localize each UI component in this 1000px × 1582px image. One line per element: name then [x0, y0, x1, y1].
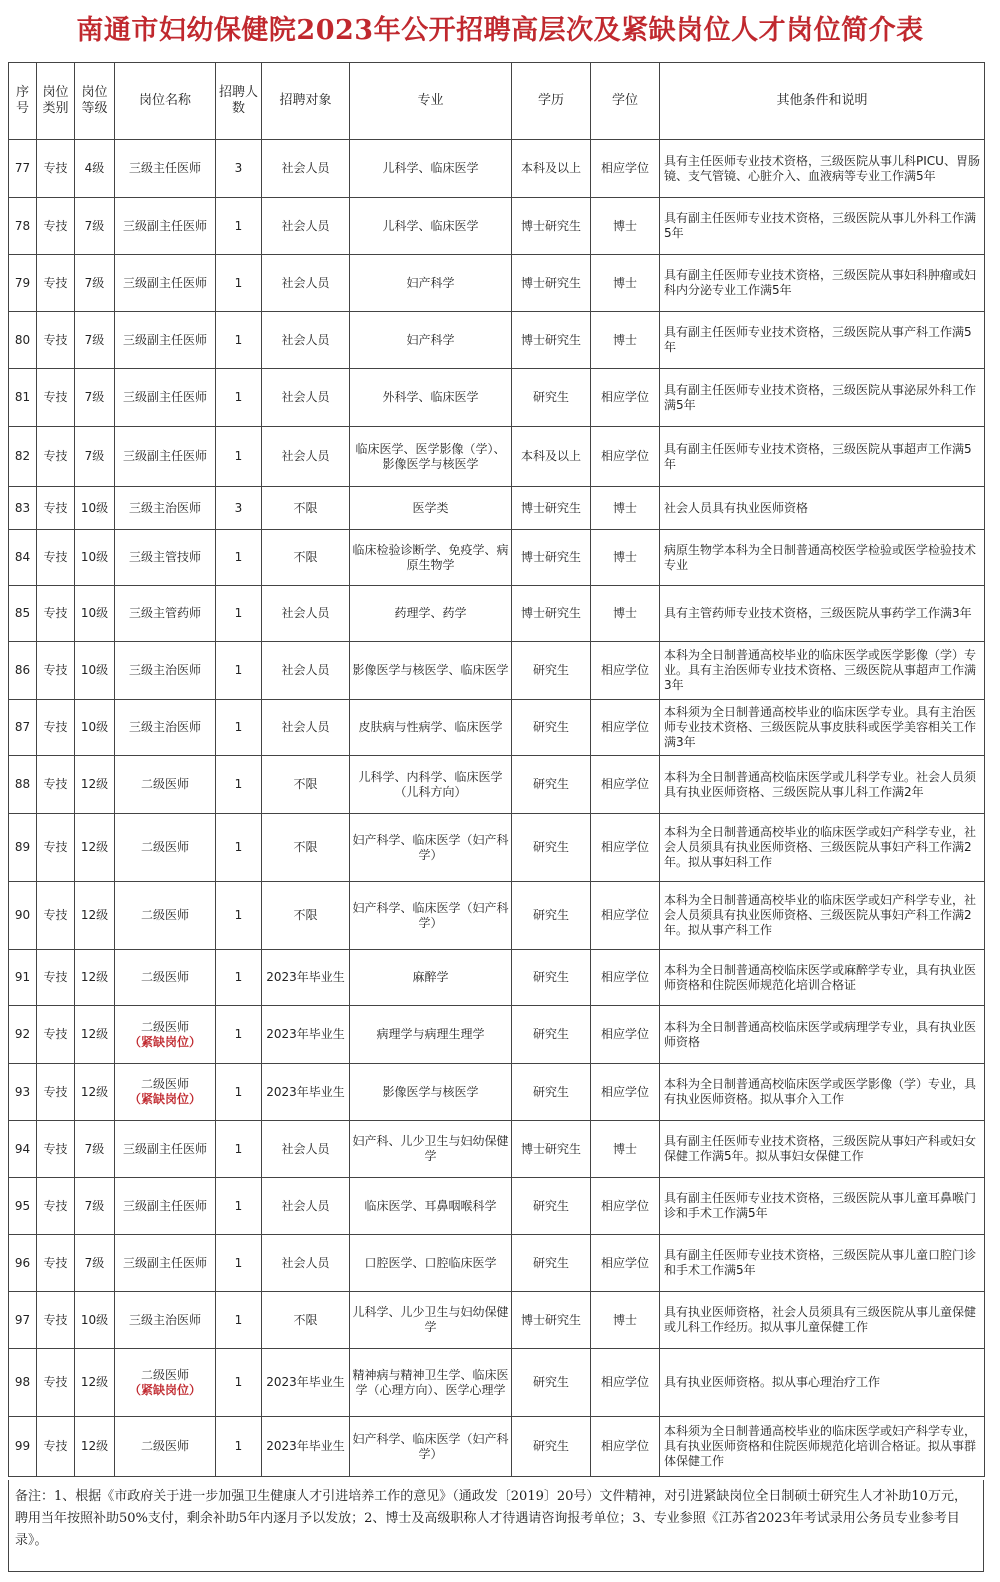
table-row [9, 369, 985, 427]
cell-degree: 相应学位 [591, 369, 660, 427]
cell-count: 1 [216, 882, 262, 950]
cell-no: 88 [9, 756, 37, 814]
table-row [9, 756, 985, 814]
cell-target: 2023年毕业生 [262, 1006, 350, 1064]
position-name: 三级副主任医师 [122, 1198, 207, 1213]
cell-level: 7级 [75, 312, 115, 369]
cell-major: 儿科学、内科学、临床医学（儿科方向） [350, 756, 512, 814]
table-row [9, 255, 985, 312]
cell-count: 1 [216, 1349, 262, 1417]
cell-degree: 博士 [591, 255, 660, 312]
cell-name [115, 530, 216, 586]
position-name: 二级医师 [140, 1367, 189, 1382]
cell-no: 94 [9, 1121, 37, 1178]
table-row [9, 198, 985, 255]
cell-count: 1 [216, 312, 262, 369]
cell-note: 具有副主任医师专业技术资格，三级医院从事儿童口腔门诊和手术工作满5年 [660, 1235, 985, 1292]
table-header-row [9, 63, 985, 140]
remarks: 备注：1、根据《市政府关于进一步加强卫生健康人才引进培养工作的意见》（通政发〔2019〕20号）文件精神，对引进紧缺岗位全日制硕士研究生人才补助10万元，聘用当年按照补助50%支付，剩余补助5年内逐月予以发放；2、博士及高级职称人才待遇请咨询报考单位；3、专业参照《江苏省2023年考试录用公务员专业参考目录》。 [8, 1480, 984, 1572]
cell-major: 药理学、药学 [350, 586, 512, 642]
cell-target: 2023年毕业生 [262, 1417, 350, 1477]
urgent-badge: （紧缺岗位） [128, 1382, 201, 1397]
cell-name [115, 950, 216, 1006]
cell-edu: 研究生 [512, 369, 591, 427]
cell-type: 专技 [37, 1121, 75, 1178]
cell-note: 本科为全日制普通高校毕业的临床医学或妇产科学专业，社会人员须具有执业医师资格、三级医院从事妇产科工作满2年。拟从事产科工作 [660, 882, 985, 950]
cell-edu: 博士研究生 [512, 1292, 591, 1349]
cell-level: 12级 [75, 882, 115, 950]
cell-edu: 博士研究生 [512, 312, 591, 369]
cell-target: 社会人员 [262, 427, 350, 487]
cell-name [115, 1235, 216, 1292]
cell-degree: 相应学位 [591, 1064, 660, 1121]
cell-note: 具有副主任医师专业技术资格，三级医院从事妇科肿瘤或妇科内分泌专业工作满5年 [660, 255, 985, 312]
cell-edu: 本科及以上 [512, 140, 591, 198]
cell-no: 82 [9, 427, 37, 487]
table-body [9, 140, 985, 1477]
position-name: 三级副主任医师 [122, 218, 207, 233]
cell-target: 不限 [262, 530, 350, 586]
cell-name [115, 586, 216, 642]
cell-note: 本科为全日制普通高校毕业的临床医学或医学影像（学）专业。具有主治医师专业技术资格、三级医院从事超声工作满3年 [660, 642, 985, 700]
cell-name [115, 882, 216, 950]
position-name: 三级副主任医师 [122, 1141, 207, 1156]
cell-edu: 博士研究生 [512, 586, 591, 642]
cell-no: 98 [9, 1349, 37, 1417]
table-row [9, 950, 985, 1006]
urgent-badge: （紧缺岗位） [128, 1034, 201, 1049]
position-name: 三级副主任医师 [122, 275, 207, 290]
cell-major: 妇产科学、临床医学（妇产科学） [350, 882, 512, 950]
cell-edu: 研究生 [512, 642, 591, 700]
cell-level: 4级 [75, 140, 115, 198]
cell-major: 口腔医学、口腔临床医学 [350, 1235, 512, 1292]
cell-count: 1 [216, 530, 262, 586]
cell-no: 99 [9, 1417, 37, 1477]
table-row [9, 1349, 985, 1417]
cell-level: 12级 [75, 1349, 115, 1417]
cell-level: 7级 [75, 1235, 115, 1292]
cell-major: 临床医学、耳鼻咽喉科学 [350, 1178, 512, 1235]
position-name: 二级医师 [140, 1077, 189, 1091]
cell-type: 专技 [37, 1235, 75, 1292]
cell-no: 80 [9, 312, 37, 369]
cell-name [115, 427, 216, 487]
cell-type: 专技 [37, 312, 75, 369]
cell-degree: 相应学位 [591, 427, 660, 487]
cell-note: 具有主管药师专业技术资格，三级医院从事药学工作满3年 [660, 586, 985, 642]
cell-type: 专技 [37, 586, 75, 642]
position-name: 二级医师 [140, 777, 189, 791]
position-name: 三级主治医师 [128, 663, 201, 677]
table-row [9, 882, 985, 950]
table-row [9, 1006, 985, 1064]
cell-type: 专技 [37, 882, 75, 950]
cell-no: 89 [9, 814, 37, 882]
cell-edu: 博士研究生 [512, 487, 591, 530]
cell-edu: 研究生 [512, 950, 591, 1006]
cell-no: 90 [9, 882, 37, 950]
cell-degree: 相应学位 [591, 140, 660, 198]
cell-no: 81 [9, 369, 37, 427]
cell-note: 本科为全日制普通高校毕业的临床医学或妇产科学专业，社会人员须具有执业医师资格、三级医院从事妇产科工作满2年。拟从事妇科工作 [660, 814, 985, 882]
cell-no: 97 [9, 1292, 37, 1349]
cell-name [115, 487, 216, 530]
cell-degree: 相应学位 [591, 642, 660, 700]
cell-level: 7级 [75, 1178, 115, 1235]
cell-count: 1 [216, 427, 262, 487]
cell-edu: 研究生 [512, 1178, 591, 1235]
cell-no: 84 [9, 530, 37, 586]
cell-major: 妇产科学 [350, 255, 512, 312]
cell-degree: 相应学位 [591, 1349, 660, 1417]
cell-count: 1 [216, 1235, 262, 1292]
col-header-edu: 学历 [512, 63, 591, 140]
cell-no: 91 [9, 950, 37, 1006]
table-row [9, 1292, 985, 1349]
position-name: 三级主任医师 [128, 161, 201, 175]
cell-name [115, 369, 216, 427]
cell-type: 专技 [37, 369, 75, 427]
cell-target: 不限 [262, 487, 350, 530]
cell-no: 93 [9, 1064, 37, 1121]
cell-edu: 博士研究生 [512, 255, 591, 312]
cell-note: 本科为全日制普通高校临床医学或病理学专业，具有执业医师资格 [660, 1006, 985, 1064]
cell-level: 10级 [75, 586, 115, 642]
cell-type: 专技 [37, 255, 75, 312]
cell-count: 3 [216, 487, 262, 530]
cell-major: 病理学与病理生理学 [350, 1006, 512, 1064]
cell-degree: 相应学位 [591, 700, 660, 756]
cell-note: 具有副主任医师专业技术资格，三级医院从事超声工作满5年 [660, 427, 985, 487]
cell-count: 1 [216, 586, 262, 642]
cell-note: 本科须为全日制普通高校毕业的临床医学或妇产科学专业，具有执业医师资格和住院医师规范化培训合格证。拟从事群体保健工作 [660, 1417, 985, 1477]
cell-name [115, 700, 216, 756]
cell-level: 7级 [75, 369, 115, 427]
cell-degree: 相应学位 [591, 1178, 660, 1235]
cell-edu: 研究生 [512, 1417, 591, 1477]
cell-type: 专技 [37, 950, 75, 1006]
cell-type: 专技 [37, 1292, 75, 1349]
cell-count: 1 [216, 1178, 262, 1235]
urgent-badge: （紧缺岗位） [128, 1092, 201, 1106]
cell-note: 具有副主任医师专业技术资格，三级医院从事产科工作满5年 [660, 312, 985, 369]
cell-note: 具有副主任医师专业技术资格，三级医院从事儿外科工作满5年 [660, 198, 985, 255]
cell-count: 1 [216, 814, 262, 882]
cell-edu: 研究生 [512, 1006, 591, 1064]
cell-count: 1 [216, 369, 262, 427]
cell-type: 专技 [37, 198, 75, 255]
cell-no: 92 [9, 1006, 37, 1064]
cell-type: 专技 [37, 530, 75, 586]
cell-note: 本科须为全日制普通高校毕业的临床医学专业。具有主治医师专业技术资格、三级医院从事皮肤科或医学美容相关工作满3年 [660, 700, 985, 756]
cell-name [115, 140, 216, 198]
table-row [9, 814, 985, 882]
position-name: 二级医师 [140, 970, 189, 984]
cell-level: 7级 [75, 255, 115, 312]
cell-name [115, 255, 216, 312]
cell-major: 妇产科、儿少卫生与妇幼保健学 [350, 1121, 512, 1178]
cell-name [115, 1064, 216, 1121]
cell-count: 1 [216, 950, 262, 1006]
cell-major: 妇产科学 [350, 312, 512, 369]
position-name: 三级副主任医师 [122, 1255, 207, 1270]
cell-degree: 博士 [591, 530, 660, 586]
cell-major: 麻醉学 [350, 950, 512, 1006]
cell-no: 95 [9, 1178, 37, 1235]
cell-target: 2023年毕业生 [262, 1064, 350, 1121]
position-name: 三级副主任医师 [122, 390, 207, 404]
col-header-level: 岗位等级 [75, 63, 115, 140]
cell-major: 影像医学与核医学、临床医学 [350, 642, 512, 700]
cell-count: 1 [216, 1417, 262, 1477]
cell-level: 12级 [75, 814, 115, 882]
cell-edu: 博士研究生 [512, 530, 591, 586]
cell-name [115, 1178, 216, 1235]
cell-major: 儿科学、临床医学 [350, 140, 512, 198]
cell-note: 具有执业医师资格，社会人员须具有三级医院从事儿童保健或儿科工作经历。拟从事儿童保健工作 [660, 1292, 985, 1349]
cell-note: 本科为全日制普通高校临床医学或医学影像（学）专业，具有执业医师资格。拟从事介入工作 [660, 1064, 985, 1121]
position-name: 三级主管技师 [128, 550, 201, 564]
cell-target: 社会人员 [262, 255, 350, 312]
cell-note: 本科为全日制普通高校临床医学或麻醉学专业，具有执业医师资格和住院医师规范化培训合格证 [660, 950, 985, 1006]
cell-degree: 博士 [591, 487, 660, 530]
table-row [9, 1178, 985, 1235]
position-name: 三级主管药师 [128, 606, 201, 620]
cell-degree: 博士 [591, 312, 660, 369]
cell-type: 专技 [37, 427, 75, 487]
col-header-no: 序号 [9, 63, 37, 140]
cell-target: 社会人员 [262, 1235, 350, 1292]
cell-edu: 研究生 [512, 814, 591, 882]
table-row [9, 642, 985, 700]
cell-major: 临床检验诊断学、免疫学、病原生物学 [350, 530, 512, 586]
cell-type: 专技 [37, 642, 75, 700]
cell-level: 12级 [75, 1064, 115, 1121]
cell-major: 临床医学、医学影像（学）、影像医学与核医学 [350, 427, 512, 487]
cell-target: 社会人员 [262, 1121, 350, 1178]
cell-edu: 本科及以上 [512, 427, 591, 487]
cell-target: 社会人员 [262, 312, 350, 369]
cell-name [115, 642, 216, 700]
cell-no: 96 [9, 1235, 37, 1292]
cell-no: 77 [9, 140, 37, 198]
cell-target: 社会人员 [262, 586, 350, 642]
cell-type: 专技 [37, 1064, 75, 1121]
cell-level: 12级 [75, 1006, 115, 1064]
position-name: 三级副主任医师 [122, 449, 207, 463]
cell-count: 1 [216, 642, 262, 700]
cell-no: 79 [9, 255, 37, 312]
cell-count: 1 [216, 1121, 262, 1178]
table-row [9, 1235, 985, 1292]
cell-edu: 研究生 [512, 756, 591, 814]
page-title: 南通市妇幼保健院2023年公开招聘高层次及紧缺岗位人才岗位简介表 [76, 15, 924, 46]
cell-level: 7级 [75, 198, 115, 255]
position-name: 二级医师 [140, 840, 189, 854]
cell-target: 社会人员 [262, 140, 350, 198]
cell-major: 医学类 [350, 487, 512, 530]
table-row [9, 1121, 985, 1178]
cell-name [115, 1417, 216, 1477]
cell-level: 12级 [75, 756, 115, 814]
table-row [9, 312, 985, 369]
cell-note: 具有副主任医师专业技术资格，三级医院从事妇产科或妇女保健工作满5年。拟从事妇女保健工作 [660, 1121, 985, 1178]
table-row [9, 140, 985, 198]
cell-name [115, 198, 216, 255]
cell-level: 10级 [75, 530, 115, 586]
cell-level: 10级 [75, 700, 115, 756]
cell-degree: 博士 [591, 1292, 660, 1349]
cell-degree: 相应学位 [591, 1006, 660, 1064]
cell-type: 专技 [37, 1006, 75, 1064]
cell-degree: 相应学位 [591, 756, 660, 814]
cell-target: 2023年毕业生 [262, 1349, 350, 1417]
cell-edu: 研究生 [512, 700, 591, 756]
cell-count: 1 [216, 1292, 262, 1349]
cell-target: 社会人员 [262, 198, 350, 255]
col-header-name: 岗位名称 [115, 63, 216, 140]
cell-degree: 博士 [591, 586, 660, 642]
cell-name [115, 756, 216, 814]
col-header-type: 岗位类别 [37, 63, 75, 140]
cell-major: 妇产科学、临床医学（妇产科学） [350, 814, 512, 882]
cell-degree: 博士 [591, 1121, 660, 1178]
cell-count: 1 [216, 1064, 262, 1121]
cell-type: 专技 [37, 1178, 75, 1235]
cell-degree: 相应学位 [591, 1235, 660, 1292]
cell-target: 不限 [262, 756, 350, 814]
cell-name [115, 312, 216, 369]
table-row [9, 1417, 985, 1477]
cell-name [115, 1292, 216, 1349]
cell-level: 7级 [75, 427, 115, 487]
position-name: 三级副主任医师 [122, 332, 207, 347]
cell-edu: 研究生 [512, 882, 591, 950]
cell-no: 78 [9, 198, 37, 255]
cell-type: 专技 [37, 700, 75, 756]
position-name: 二级医师 [140, 908, 189, 922]
col-header-degree: 学位 [591, 63, 660, 140]
cell-degree: 相应学位 [591, 1417, 660, 1477]
cell-target: 不限 [262, 882, 350, 950]
cell-name [115, 1121, 216, 1178]
cell-count: 1 [216, 255, 262, 312]
cell-count: 1 [216, 1006, 262, 1064]
cell-type: 专技 [37, 1349, 75, 1417]
cell-type: 专技 [37, 487, 75, 530]
cell-major: 皮肤病与性病学、临床医学 [350, 700, 512, 756]
cell-note: 具有副主任医师专业技术资格，三级医院从事儿童耳鼻喉门诊和手术工作满5年 [660, 1178, 985, 1235]
position-name: 二级医师 [140, 1439, 189, 1453]
cell-major: 妇产科学、临床医学（妇产科学） [350, 1417, 512, 1477]
cell-level: 10级 [75, 487, 115, 530]
cell-no: 83 [9, 487, 37, 530]
cell-note: 具有执业医师资格。拟从事心理治疗工作 [660, 1349, 985, 1417]
cell-note: 具有主任医师专业技术资格，三级医院从事儿科PICU、胃肠镜、支气管镜、心脏介入、血液病等专业工作满5年 [660, 140, 985, 198]
cell-degree: 相应学位 [591, 882, 660, 950]
cell-count: 1 [216, 756, 262, 814]
cell-type: 专技 [37, 756, 75, 814]
position-name: 三级主治医师 [128, 1312, 201, 1327]
cell-degree: 相应学位 [591, 950, 660, 1006]
cell-target: 2023年毕业生 [262, 950, 350, 1006]
cell-edu: 研究生 [512, 1235, 591, 1292]
cell-name [115, 1006, 216, 1064]
cell-type: 专技 [37, 1417, 75, 1477]
cell-count: 1 [216, 700, 262, 756]
cell-major: 儿科学、临床医学 [350, 198, 512, 255]
cell-no: 86 [9, 642, 37, 700]
cell-name [115, 1349, 216, 1417]
table-row [9, 586, 985, 642]
cell-degree: 博士 [591, 198, 660, 255]
cell-level: 10级 [75, 1292, 115, 1349]
cell-note: 病原生物学本科为全日制普通高校医学检验或医学检验技术专业 [660, 530, 985, 586]
cell-note: 社会人员具有执业医师资格 [660, 487, 985, 530]
cell-target: 社会人员 [262, 1178, 350, 1235]
cell-major: 儿科学、儿少卫生与妇幼保健学 [350, 1292, 512, 1349]
cell-level: 7级 [75, 1121, 115, 1178]
cell-level: 12级 [75, 950, 115, 1006]
cell-major: 外科学、临床医学 [350, 369, 512, 427]
cell-target: 社会人员 [262, 642, 350, 700]
position-name: 三级主治医师 [128, 500, 201, 515]
cell-note: 本科为全日制普通高校临床医学或儿科学专业。社会人员须具有执业医师资格、三级医院从事儿科工作满2年 [660, 756, 985, 814]
cell-target: 社会人员 [262, 369, 350, 427]
cell-level: 10级 [75, 642, 115, 700]
cell-target: 社会人员 [262, 700, 350, 756]
cell-edu: 研究生 [512, 1349, 591, 1417]
cell-no: 85 [9, 586, 37, 642]
position-name: 三级主治医师 [128, 720, 201, 734]
cell-level: 12级 [75, 1417, 115, 1477]
col-header-major: 专业 [350, 63, 512, 140]
cell-major: 影像医学与核医学 [350, 1064, 512, 1121]
cell-target: 不限 [262, 1292, 350, 1349]
col-header-target: 招聘对象 [262, 63, 350, 140]
table-row [9, 1064, 985, 1121]
cell-type: 专技 [37, 140, 75, 198]
cell-degree: 相应学位 [591, 814, 660, 882]
table-row [9, 487, 985, 530]
positions-table [8, 62, 985, 1477]
cell-name [115, 814, 216, 882]
table-row [9, 427, 985, 487]
cell-major: 精神病与精神卫生学、临床医学（心理方向）、医学心理学 [350, 1349, 512, 1417]
cell-edu: 博士研究生 [512, 198, 591, 255]
position-name: 二级医师 [140, 1019, 189, 1034]
cell-type: 专技 [37, 814, 75, 882]
cell-note: 具有副主任医师专业技术资格，三级医院从事泌尿外科工作满5年 [660, 369, 985, 427]
cell-target: 不限 [262, 814, 350, 882]
cell-count: 3 [216, 140, 262, 198]
col-header-count: 招聘人数 [216, 63, 262, 140]
table-row [9, 700, 985, 756]
table-row [9, 530, 985, 586]
cell-edu: 博士研究生 [512, 1121, 591, 1178]
cell-edu: 研究生 [512, 1064, 591, 1121]
col-header-note: 其他条件和说明 [660, 63, 985, 140]
cell-count: 1 [216, 198, 262, 255]
cell-no: 87 [9, 700, 37, 756]
